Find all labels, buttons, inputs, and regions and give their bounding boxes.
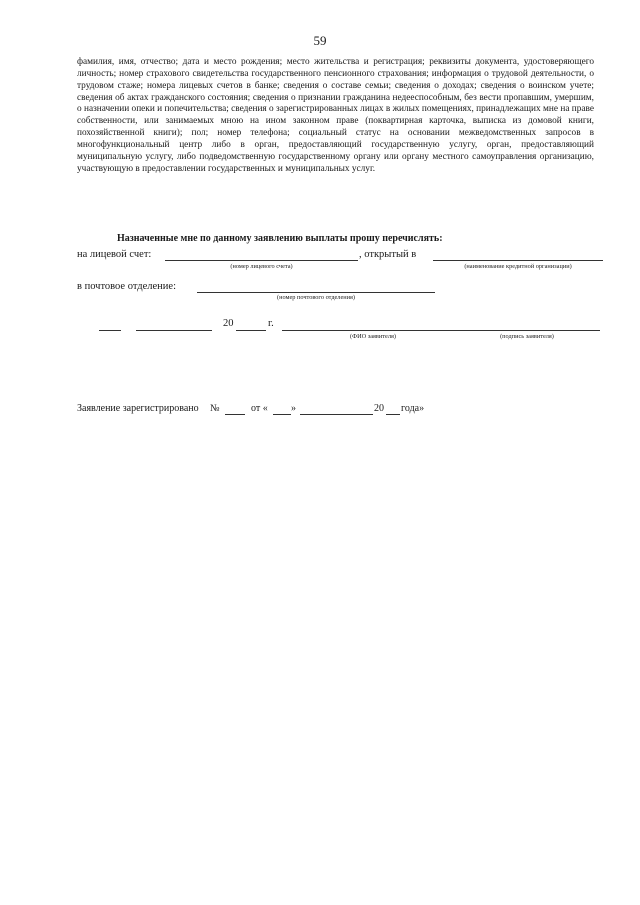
applicant-name-caption: (ФИО заявителя) xyxy=(350,333,396,340)
registration-number-field[interactable] xyxy=(225,414,245,415)
bank-name-field[interactable] xyxy=(433,260,603,261)
account-label: на лицевой счет: xyxy=(77,249,152,260)
signature-year-suffix: г. xyxy=(268,318,274,329)
registration-year-field[interactable] xyxy=(386,414,400,415)
registration-row xyxy=(0,403,640,417)
post-office-label: в почтовое отделение: xyxy=(77,281,176,292)
opened-in-label: , открытый в xyxy=(359,249,417,260)
post-office-field[interactable] xyxy=(197,292,435,293)
applicant-name-field[interactable] xyxy=(282,330,600,331)
registration-year-prefix: 20 xyxy=(374,403,384,414)
date-day-field[interactable] xyxy=(99,330,121,331)
post-office-caption: (номер почтового отделения) xyxy=(277,294,355,301)
account-number-caption: (номер лицевого счета) xyxy=(230,263,293,270)
account-row xyxy=(0,249,640,263)
signature-row xyxy=(0,318,640,332)
date-month-field[interactable] xyxy=(136,330,212,331)
registration-number-sign: № xyxy=(210,403,220,414)
registration-year-suffix: года» xyxy=(401,403,425,414)
registration-day-field[interactable] xyxy=(273,414,291,415)
registration-month-field[interactable] xyxy=(300,414,373,415)
account-number-field[interactable] xyxy=(165,260,358,261)
registration-label: Заявление зарегистрировано xyxy=(77,403,199,414)
consent-paragraph: фамилия, имя, отчество; дата и место рождения; место жительства и регистрация; реквизиты документа, удостоверяющего личность; номер страхового свидетельства государственного пенсионного страхования; информация о трудовой деятельности, о трудовом стаже; номера лицевых счетов в банке; сведения о составе семьи; сведения о доходах; сведения о воинском учете; сведения об актах гражданского состояния; сведения о признании гражданина недееспособным, без вести пропавшим, умершим, о назначении опеки и попечительства; сведения о зарегистрированных лицах в жилых помещениях, принадлежащих мне на праве собственности, или занимаемых мною на ином законном праве (поквартирная карточка, выписка из домовой книги, похозяйственной книги); пол; номер телефона; социальный статус на основании межведомственных запросов в многофункциональный центр либо в орган, предоставляющий государственную услугу, орган, предоставляющий муниципальную услугу, либо подведомственную государственному органу или органу местного самоуправления организацию, участвующую в предоставлении государственных и муниципальных услуг. xyxy=(77,57,594,174)
signature-year-field[interactable] xyxy=(236,330,266,331)
applicant-signature-caption: (подпись заявителя) xyxy=(500,333,554,340)
registration-close-quote: » xyxy=(291,403,296,414)
post-office-row xyxy=(0,281,640,295)
signature-year-prefix: 20 xyxy=(223,318,234,329)
page-number: 59 xyxy=(313,33,327,48)
bank-name-caption: (наименование кредитной организации) xyxy=(464,263,572,270)
registration-from-label: от « xyxy=(251,403,268,414)
payment-heading: Назначенные мне по данному заявлению выплаты прошу перечислять: xyxy=(117,233,443,244)
